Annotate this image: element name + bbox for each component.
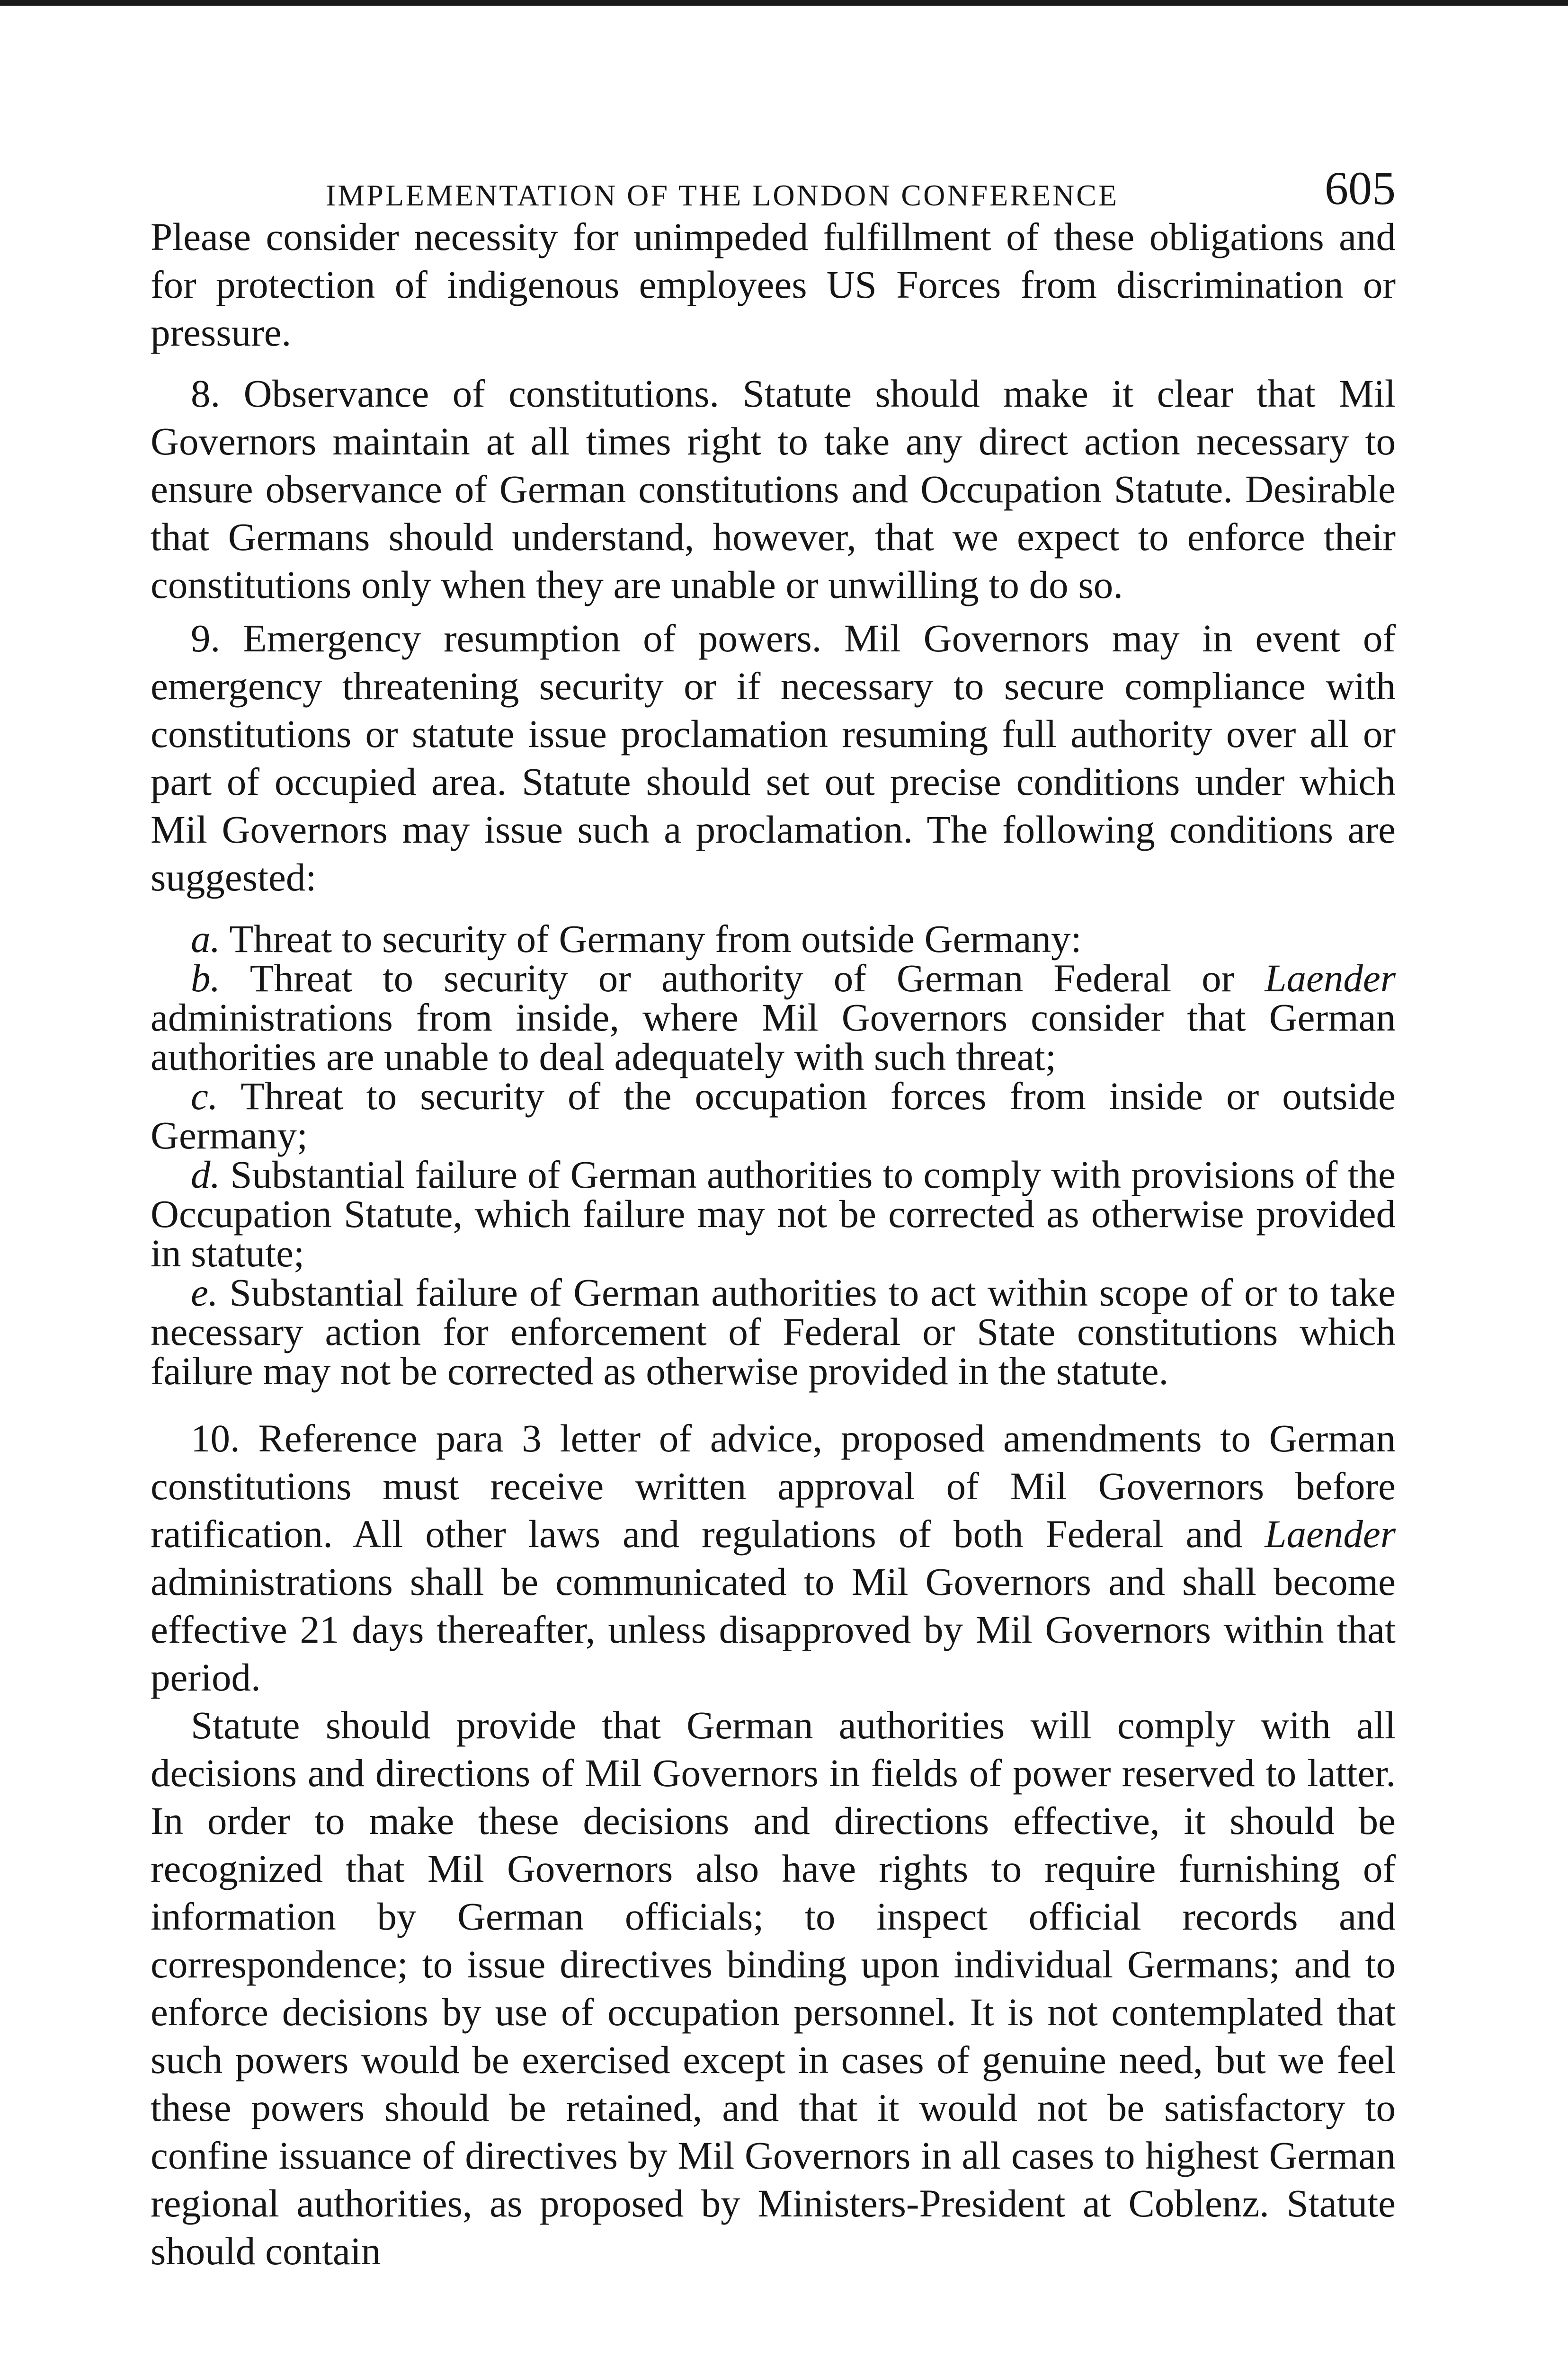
paragraph-constitutional-amendments — [151, 1415, 1396, 1701]
condition-item-b — [151, 956, 1396, 1078]
condition-item-d — [151, 1155, 1396, 1273]
condition-letter: c. — [191, 1074, 218, 1118]
running-head — [151, 161, 1396, 213]
condition-text: Threat to security of Germany from outside Germany: — [220, 917, 1082, 961]
conditions-list — [151, 919, 1396, 1391]
condition-item-c — [151, 1074, 1396, 1157]
condition-letter: e. — [191, 1271, 218, 1314]
condition-letter: d. — [191, 1153, 221, 1196]
condition-text: administrations from inside, where Mil Governors consider that German authorities are unable to deal adequately with such threat; — [151, 996, 1396, 1078]
paragraph-observance-of-constitutions: 8. Observance of constitutions. Statute should make it clear that Mil Governors maintain at all times right to take any direct action necessary to ensure observance of German constitutions and Occupation Statute. Desirable that Germans should understand, however, that we expect to enforce their constitutions only when they are unable or unwilling to do so. — [151, 372, 1396, 606]
condition-item-e — [151, 1273, 1396, 1391]
running-title: IMPLEMENTATION OF THE LONDON CONFERENCE — [326, 178, 1119, 212]
condition-letter: b. — [191, 956, 221, 1000]
paragraph-text: administrations shall be communicated to Mil Governors and shall become effective 21 days thereafter, unless disapproved by Mil Governors within that period. — [151, 1560, 1396, 1699]
condition-text: Substantial failure of German authorities to act within scope of or to take necessary action for enforcement of Federal or State constitutions which failure may not be corrected as otherwise provided in the statute. — [151, 1271, 1396, 1393]
laender-term: Laender — [1265, 956, 1396, 1000]
condition-text: Substantial failure of German authorities to comply with provisions of the Occupation Statute, which failure may not be corrected as otherwise provided in statute; — [151, 1153, 1396, 1275]
paragraph-compliance-decisions: Statute should provide that German authorities will comply with all decisions and directions of Mil Governors in fields of power reserved to latter. In order to make these decisions and directions effective, it should be recognized that Mil Governors also have rights to require furnishing of information by German officials; to inspect official records and correspondence; to issue directives binding upon individual Germans; and to enforce decisions by use of occupation personnel. It is not contemplated that such powers would be exercised except in cases of genuine need, but we feel these powers should be retained, and that it would not be satisfactory to confine issuance of directives by Mil Governors in all cases to highest German regional authorities, as proposed by Ministers-President at Coblenz. Statute should contain — [151, 1703, 1396, 2273]
paragraph-obligations: Please consider necessity for unimpeded fulfillment of these obligations and for protection of indigenous employees US Forces from discrimination or pressure. — [151, 215, 1396, 354]
condition-text: Threat to security of the occupation forces from inside or outside Germany; — [151, 1074, 1396, 1157]
paragraph-emergency-resumption: 9. Emergency resumption of powers. Mil Governors may in event of emergency threatening security or if necessary to secure compliance with constitutions or statute issue proclamation resuming full authority over all or part of occupied area. Statute should set out precise conditions under which Mil Governors may issue such a proclamation. The following conditions are suggested: — [151, 616, 1396, 899]
document-page — [151, 161, 1396, 2275]
page-number: 605 — [1325, 162, 1396, 214]
paragraph-text: 10. Reference para 3 letter of advice, proposed amendments to German constitutions must receive written approval of Mil Governors before ratification. All other laws and regulations of both Federal and — [151, 1416, 1396, 1556]
condition-text: Threat to security or authority of German Federal or — [220, 956, 1265, 1000]
condition-letter: a. — [191, 917, 221, 961]
condition-item-a — [151, 919, 1396, 959]
laender-term: Laender — [1265, 1512, 1396, 1556]
top-border-rule — [0, 0, 1568, 6]
body-text — [151, 213, 1396, 2275]
